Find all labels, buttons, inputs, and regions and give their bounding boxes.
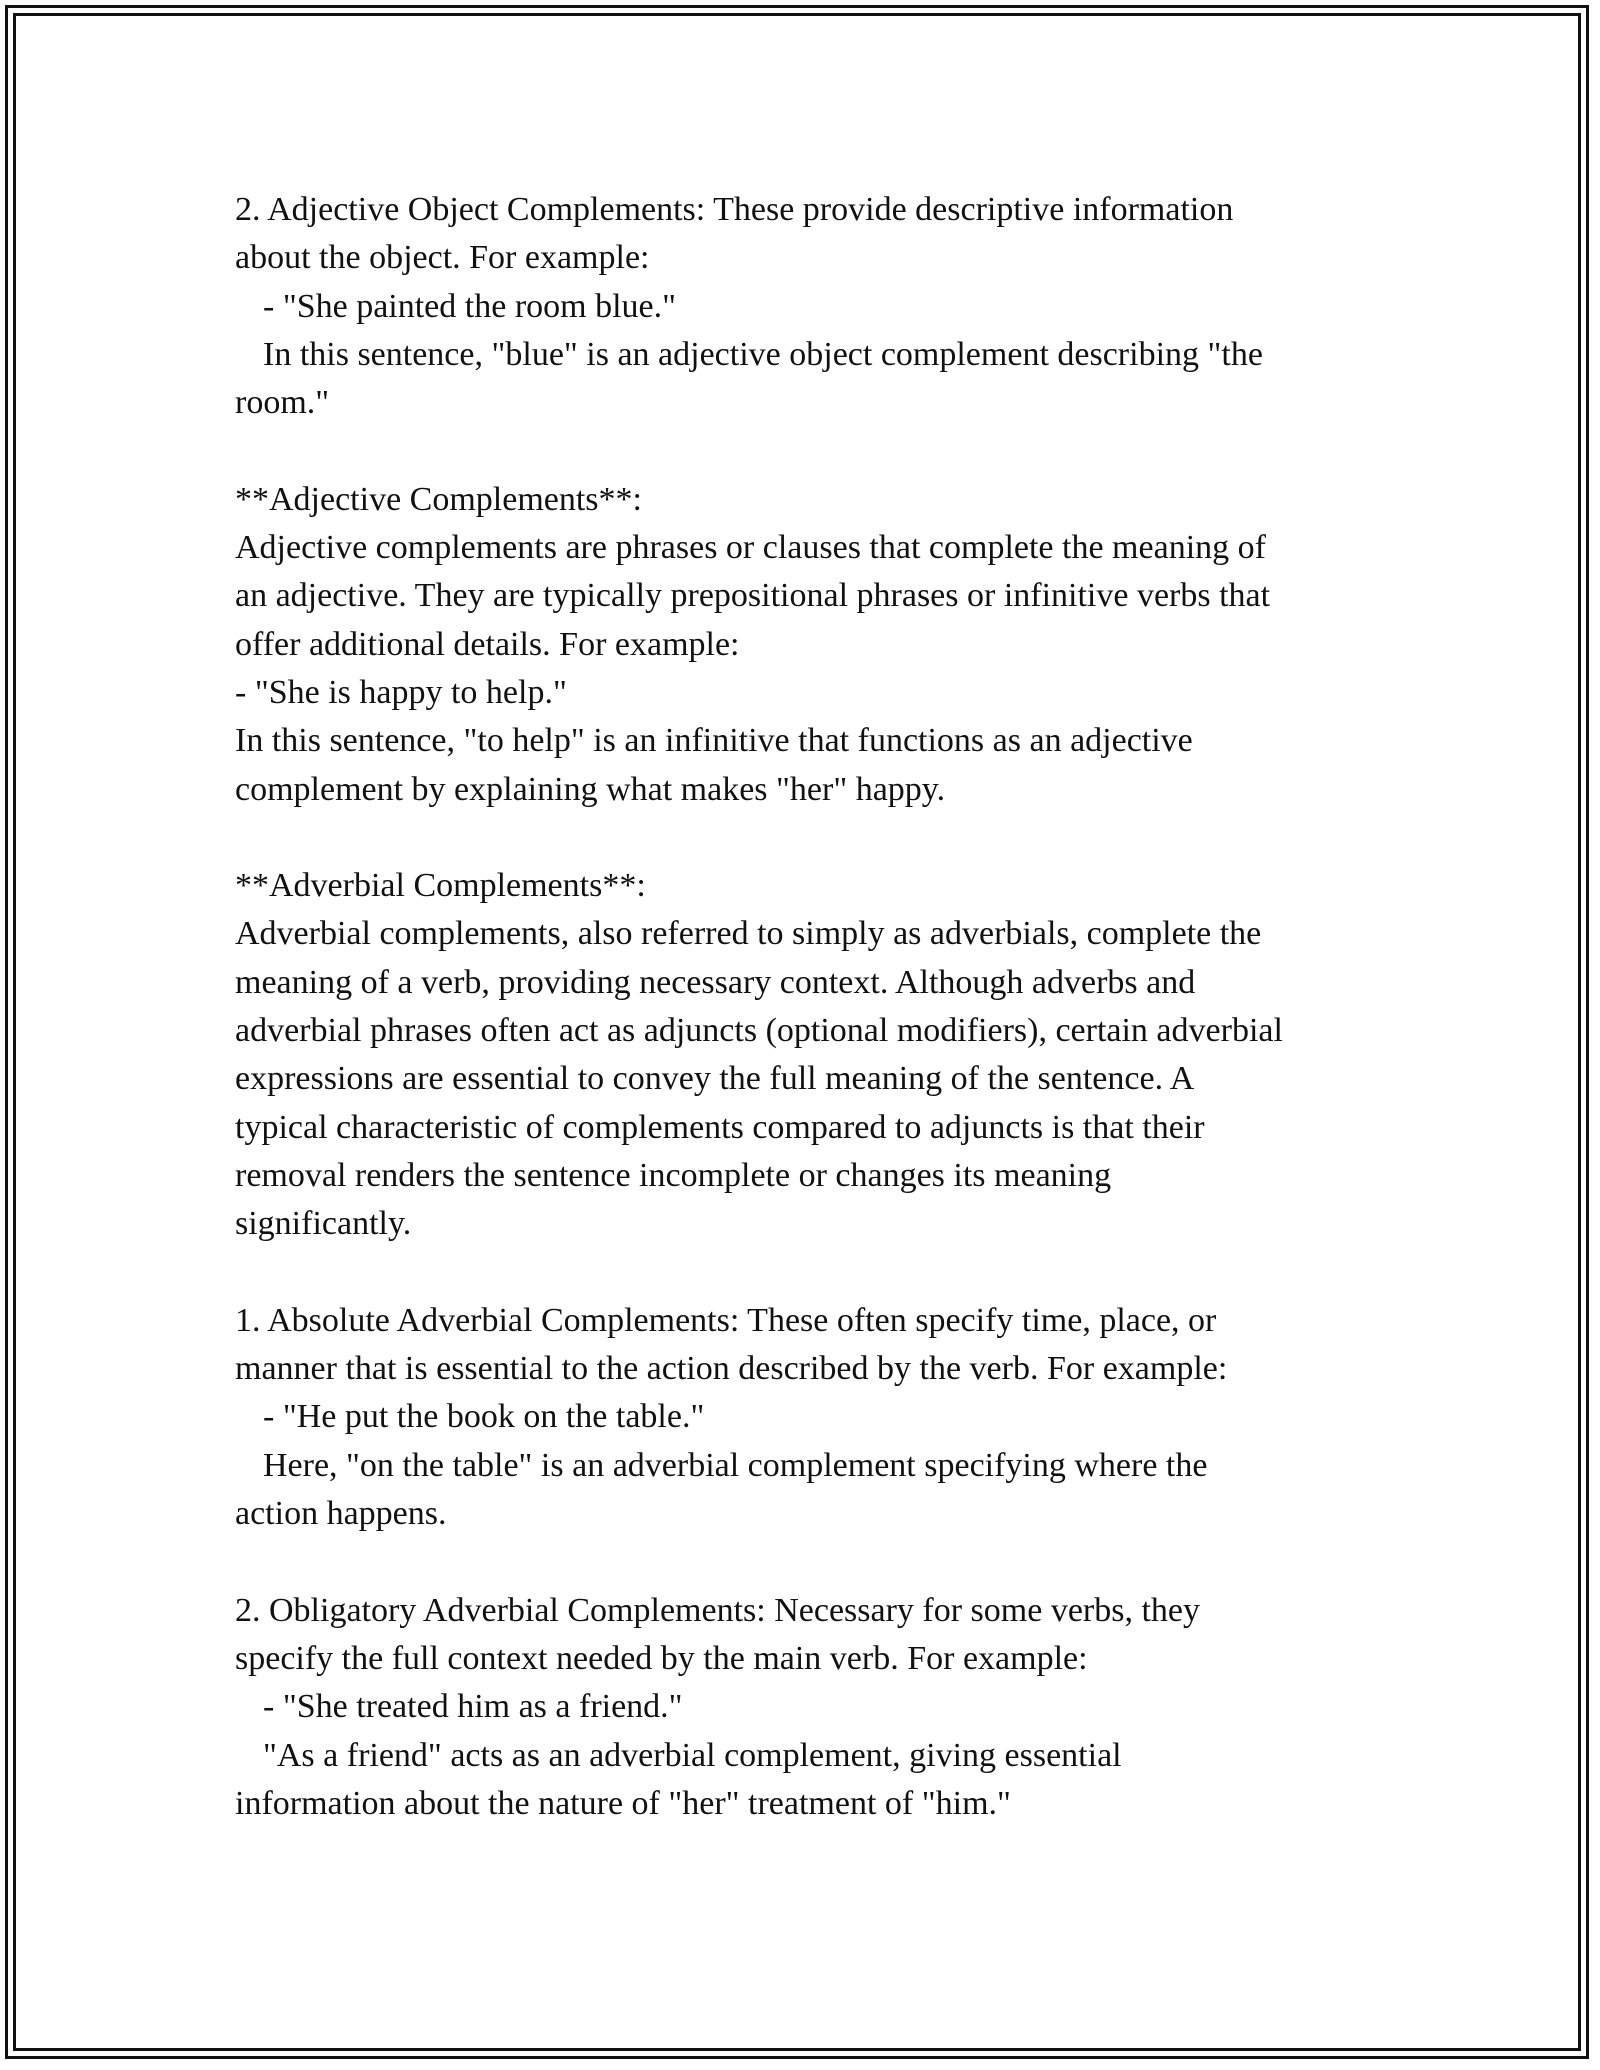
section-heading: **Adjective Complements**:	[235, 480, 642, 518]
text-line: complement by explaining what makes "her" happy.	[235, 770, 946, 808]
section-heading: **Adverbial Complements**:	[235, 867, 646, 905]
example-line: - "He put the book on the table."	[263, 1398, 705, 1436]
text-line: adverbial phrases often act as adjuncts (optional modifiers), certain adverbial	[235, 1012, 1283, 1050]
text-line: specify the full context needed by the main verb. For example:	[235, 1639, 1088, 1677]
text-line: In this sentence, "to help" is an infinitive that functions as an adjective	[235, 722, 1193, 760]
text-line: Adjective complements are phrases or clauses that complete the meaning of	[235, 529, 1266, 567]
text-line: removal renders the sentence incomplete or changes its meaning	[235, 1156, 1112, 1194]
text-line: significantly.	[235, 1205, 412, 1243]
text-line: typical characteristic of complements compared to adjuncts is that their	[235, 1108, 1205, 1146]
text-line: Here, "on the table" is an adverbial complement specifying where the	[263, 1446, 1208, 1484]
example-line: - "She is happy to help."	[235, 673, 567, 711]
adjective-complements-section	[235, 476, 1385, 814]
blank-line	[235, 427, 1385, 475]
text-line: an adjective. They are typically prepositional phrases or infinitive verbs that	[235, 577, 1271, 615]
text-line: "As a friend" acts as an adverbial complement, giving essential	[263, 1736, 1122, 1774]
obligatory-adverbial-complements-paragraph	[235, 1587, 1385, 1828]
text-line: room."	[235, 384, 330, 422]
text-line: offer additional details. For example:	[235, 625, 740, 663]
text-line: about the object. For example:	[235, 239, 650, 277]
absolute-adverbial-complements-paragraph	[235, 1297, 1385, 1538]
example-line: - "She treated him as a friend."	[263, 1688, 683, 1726]
blank-line	[235, 1249, 1385, 1297]
blank-line	[235, 814, 1385, 862]
text-line: 2. Adjective Object Complements: These provide descriptive information	[235, 191, 1234, 228]
document-body	[235, 186, 1385, 1828]
blank-line	[235, 1538, 1385, 1586]
text-line: 2. Obligatory Adverbial Complements: Necessary for some verbs, they	[235, 1591, 1200, 1629]
adjective-object-complements-paragraph	[235, 186, 1385, 427]
text-line: information about the nature of "her" treatment of "him."	[235, 1784, 1011, 1822]
text-line: manner that is essential to the action described by the verb. For example:	[235, 1350, 1228, 1388]
adverbial-complements-section	[235, 862, 1385, 1248]
text-line: In this sentence, "blue" is an adjective object complement describing "the	[263, 335, 1263, 373]
text-line: meaning of a verb, providing necessary context. Although adverbs and	[235, 963, 1196, 1001]
text-line: expressions are essential to convey the full meaning of the sentence. A	[235, 1060, 1195, 1098]
text-line: 1. Absolute Adverbial Complements: These often specify time, place, or	[235, 1301, 1217, 1339]
text-line: action happens.	[235, 1495, 447, 1533]
text-line: Adverbial complements, also referred to simply as adverbials, complete the	[235, 915, 1262, 953]
example-line: - "She painted the room blue."	[263, 287, 676, 325]
